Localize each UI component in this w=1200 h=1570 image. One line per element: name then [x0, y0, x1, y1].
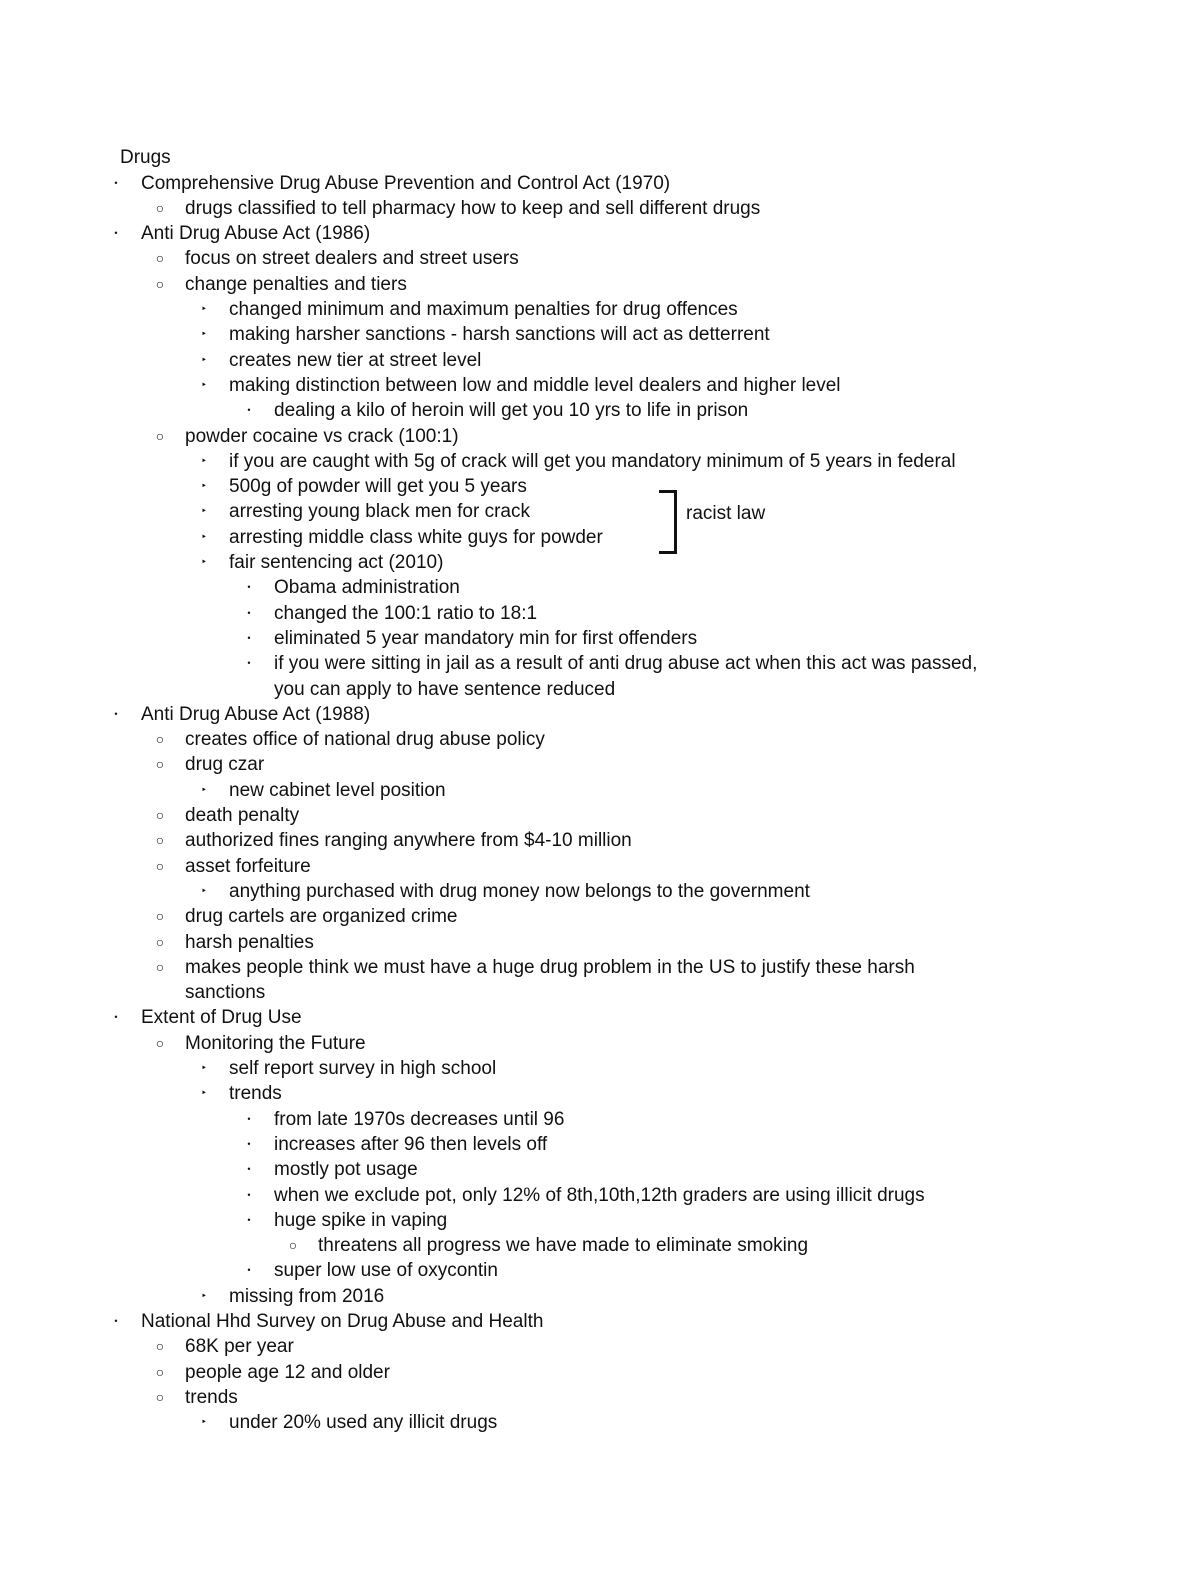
- outline-item-level-3: [0, 778, 1200, 803]
- outline-item-text: Obama administration: [274, 577, 460, 599]
- bullet-icon: ○: [155, 832, 165, 849]
- bullet-icon: ○: [288, 1237, 298, 1254]
- bullet-icon: •: [114, 228, 118, 239]
- outline-item-text: changed the 100:1 ratio to 18:1: [274, 602, 538, 624]
- outline-item-text: eliminated 5 year mandatory min for first offenders: [274, 627, 698, 649]
- outline-item-text: under 20% used any illicit drugs: [229, 1412, 498, 1434]
- outline-item-text: arresting middle class white guys for powder: [229, 526, 603, 548]
- outline-item-level-3: [0, 1410, 1200, 1435]
- outline-item-level-4: [0, 1157, 1200, 1182]
- outline-item-level-3: [0, 348, 1200, 373]
- bullet-icon: ‣: [201, 1063, 207, 1074]
- bullet-icon: ‣: [201, 481, 207, 493]
- bullet-icon: ‣: [201, 784, 207, 796]
- outline-item-level-4: [0, 601, 1200, 626]
- outline-item-level-1: [0, 171, 1200, 196]
- outline-item-level-3: [0, 550, 1200, 575]
- outline-item-text: when we exclude pot, only 12% of 8th,10th,12th graders are using illicit drugs: [274, 1184, 925, 1206]
- outline-item-text: drug cartels are organized crime: [185, 906, 458, 928]
- outline-item-text: self report survey in high school: [229, 1058, 497, 1079]
- outline-item-text: 68K per year: [185, 1336, 294, 1358]
- bullet-icon: •: [247, 582, 251, 593]
- bullet-icon: ‣: [201, 354, 207, 366]
- racist-law-bracket: [659, 490, 677, 554]
- bullet-icon: ○: [155, 908, 165, 925]
- outline-item-level-2: [0, 272, 1200, 297]
- outline-item-level-1: [0, 1005, 1200, 1030]
- outline-item-text: Monitoring the Future: [185, 1032, 366, 1054]
- outline-item-text: drug czar: [185, 754, 265, 776]
- outline-item-text: creates new tier at street level: [229, 349, 482, 371]
- bullet-icon: ‣: [201, 1088, 207, 1100]
- outline-item-text: super low use of oxycontin: [274, 1260, 498, 1282]
- outline-item-level-2: [0, 828, 1200, 853]
- outline-item-level-2: [0, 803, 1200, 828]
- outline-item-text: Anti Drug Abuse Act (1988): [141, 703, 371, 725]
- bullet-icon: ‣: [201, 1417, 207, 1429]
- outline-item-text: fair sentencing act (2010): [229, 552, 444, 573]
- outline-item-text: focus on street dealers and street users: [185, 248, 519, 270]
- bullet-icon: ○: [155, 933, 165, 950]
- outline-item-text: Comprehensive Drug Abuse Prevention and Control Act (1970): [141, 172, 671, 194]
- outline-item-level-3: [0, 525, 1200, 550]
- bullet-icon: •: [247, 607, 251, 618]
- outline-item-text: anything purchased with drug money now belongs to the government: [229, 880, 810, 902]
- outline-item-level-4: [0, 1208, 1200, 1233]
- bullet-icon: •: [247, 1214, 251, 1225]
- outline-item-level-2: [0, 1334, 1200, 1359]
- outline-item-text: National Hhd Survey on Drug Abuse and Health: [141, 1311, 544, 1332]
- bullet-icon: ○: [155, 1338, 165, 1355]
- outline-item-level-3: [0, 474, 1200, 499]
- bracket-note: racist law: [686, 503, 766, 524]
- outline-item-text: sanctions: [185, 982, 266, 1004]
- bullet-icon: •: [114, 1316, 118, 1326]
- outline-item-level-3: [0, 1081, 1200, 1106]
- outline-item-level-3: [0, 499, 1200, 524]
- outline-item-level-4: [0, 575, 1200, 600]
- outline-item-level-4: [0, 1132, 1200, 1157]
- bullet-icon: •: [247, 405, 251, 416]
- outline-item-level-2: [0, 955, 1200, 980]
- outline-item-continuation: [0, 980, 1200, 1005]
- bullet-icon: ‣: [201, 506, 207, 518]
- bullet-icon: ○: [155, 1363, 165, 1380]
- outline-item-level-1: [0, 702, 1200, 727]
- bullet-icon: •: [247, 1113, 251, 1124]
- outline-item-text: drugs classified to tell pharmacy how to keep and sell different drugs: [185, 197, 761, 219]
- bullet-icon: •: [114, 708, 118, 719]
- outline-item-level-4: [0, 626, 1200, 651]
- outline-item-level-3: [0, 373, 1200, 398]
- outline-item-text: making distinction between low and middle level dealers and higher level: [229, 374, 841, 396]
- outline-item-text: from late 1970s decreases until 96: [274, 1108, 565, 1130]
- outline-item-text: trends: [229, 1083, 282, 1105]
- outline-item-text: increases after 96 then levels off: [274, 1133, 548, 1155]
- outline-item-level-1: [0, 221, 1200, 246]
- outline-item-text: mostly pot usage: [274, 1159, 418, 1181]
- outline-item-level-3: [0, 322, 1200, 347]
- outline-item-level-2: [0, 752, 1200, 777]
- bullet-icon: ‣: [201, 531, 207, 543]
- outline-item-text: authorized fines ranging anywhere from $4-10 million: [185, 830, 632, 852]
- bullet-icon: •: [247, 1265, 251, 1276]
- bullet-icon: •: [247, 1138, 251, 1149]
- bullet-icon: ‣: [201, 1290, 207, 1302]
- title-text: Drugs: [120, 147, 171, 168]
- outline-item-text: if you were sitting in jail as a result of anti drug abuse act when this act was passed,: [274, 653, 978, 675]
- outline-item-continuation: [0, 677, 1200, 702]
- bullet-icon: •: [114, 177, 118, 188]
- outline-item-text: if you are caught with 5g of crack will get you mandatory minimum of 5 years in federal: [229, 450, 956, 472]
- outline-item-level-2: [0, 1031, 1200, 1056]
- bullet-icon: •: [247, 1164, 251, 1175]
- outline-item-level-2: [0, 246, 1200, 271]
- outline-item-text: creates office of national drug abuse policy: [185, 729, 545, 751]
- outline-item-level-5: [0, 1233, 1200, 1258]
- bullet-icon: ‣: [201, 379, 207, 391]
- bullet-icon: ○: [155, 275, 165, 292]
- outline-item-level-2: [0, 727, 1200, 752]
- outline-item-level-2: [0, 1385, 1200, 1410]
- outline-item-level-2: [0, 424, 1200, 449]
- outline-item-text: change penalties and tiers: [185, 273, 407, 295]
- outline-item-level-3: [0, 1284, 1200, 1309]
- outline-item-text: Anti Drug Abuse Act (1986): [141, 223, 371, 245]
- bullet-icon: •: [247, 1189, 251, 1200]
- outline-item-level-3: [0, 297, 1200, 322]
- outline-item-text: arresting young black men for crack: [229, 501, 530, 523]
- bullet-icon: ‣: [201, 557, 207, 568]
- bullet-icon: ○: [155, 857, 165, 874]
- outline-item-level-4: [0, 398, 1200, 423]
- outline-item-text: changed minimum and maximum penalties for drug offences: [229, 299, 738, 320]
- outline-item-level-2: [0, 1360, 1200, 1385]
- bullet-icon: •: [114, 1012, 118, 1023]
- outline-item-text: makes people think we must have a huge drug problem in the US to justify these harsh: [185, 956, 915, 978]
- bullet-icon: ○: [155, 427, 165, 444]
- outline-item-text: asset forfeiture: [185, 855, 311, 877]
- outline-item-level-4: [0, 651, 1200, 676]
- bullet-icon: •: [247, 658, 251, 669]
- bullet-icon: ○: [155, 1388, 165, 1405]
- outline-item-level-4: [0, 1258, 1200, 1283]
- outline-item-text: death penalty: [185, 805, 300, 826]
- outline-item-level-2: [0, 904, 1200, 929]
- bullet-icon: ‣: [201, 329, 207, 341]
- outline-item-text: harsh penalties: [185, 931, 314, 953]
- outline-item-text: powder cocaine vs crack (100:1): [185, 425, 459, 447]
- bullet-icon: ○: [155, 1034, 165, 1051]
- outline-item-level-3: [0, 879, 1200, 904]
- outline-item-text: missing from 2016: [229, 1285, 385, 1307]
- bullet-icon: ○: [155, 731, 165, 748]
- bullet-icon: ○: [155, 756, 165, 773]
- bullet-icon: ‣: [201, 455, 207, 467]
- bullet-icon: ‣: [201, 885, 207, 897]
- bullet-icon: ○: [155, 250, 165, 267]
- outline-item-level-3: [0, 1056, 1200, 1081]
- outline-item-text: Extent of Drug Use: [141, 1007, 302, 1029]
- outline-item-level-4: [0, 1107, 1200, 1132]
- outline-item-text: trends: [185, 1386, 238, 1408]
- bullet-icon: ○: [155, 958, 165, 975]
- outline-item-text: making harsher sanctions - harsh sanctions will act as detterrent: [229, 324, 770, 346]
- bullet-icon: ‣: [201, 304, 207, 315]
- outline-item-text: new cabinet level position: [229, 779, 446, 801]
- outline-item-text: threatens all progress we have made to eliminate smoking: [318, 1235, 809, 1257]
- outline-item-level-3: [0, 449, 1200, 474]
- outline-item-level-1: [0, 1309, 1200, 1334]
- outline-item-level-4: [0, 1183, 1200, 1208]
- outline-item-level-2: [0, 930, 1200, 955]
- bullet-icon: ○: [155, 199, 165, 216]
- outline-item-text: people age 12 and older: [185, 1361, 390, 1383]
- outline-item-text: dealing a kilo of heroin will get you 10 yrs to life in prison: [274, 400, 749, 422]
- outline-item-level-2: [0, 196, 1200, 221]
- bullet-icon: •: [247, 632, 251, 643]
- outline-item-text: you can apply to have sentence reduced: [274, 678, 616, 700]
- outline-item-text: huge spike in vaping: [274, 1209, 448, 1231]
- bullet-icon: ○: [155, 807, 165, 823]
- outline-item-level-2: [0, 854, 1200, 879]
- outline-item-text: 500g of powder will get you 5 years: [229, 476, 527, 498]
